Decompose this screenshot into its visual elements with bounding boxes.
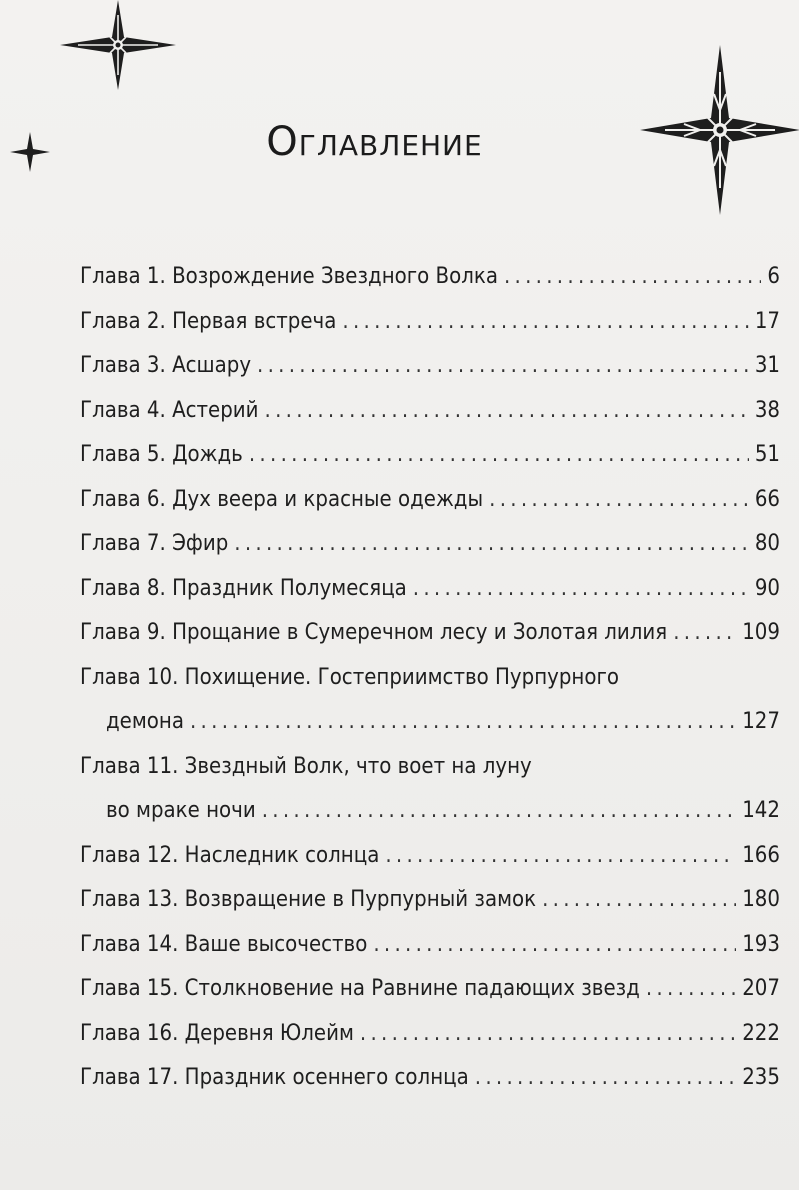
toc-entry[interactable] [80, 255, 780, 300]
toc-entry-label[interactable]: Глава 10. Похищение. Гостеприимство Пурпурного [80, 664, 619, 690]
toc-entry[interactable] [80, 522, 780, 567]
leader-dots [190, 700, 736, 745]
toc-entry[interactable] [80, 1056, 780, 1101]
leader-dots [475, 1056, 736, 1101]
toc-page-number: 17 [754, 308, 780, 334]
toc-page-number: 90 [754, 575, 780, 601]
toc-page-number: 127 [742, 709, 780, 734]
toc-page-number: 109 [742, 620, 780, 645]
toc-entry[interactable] [80, 389, 780, 434]
leader-dots [413, 567, 749, 612]
toc-entry-label: Глава 7. Эфир [80, 531, 229, 556]
toc-entry[interactable] [80, 611, 780, 656]
leader-dots [360, 1012, 736, 1057]
leader-dots [262, 789, 737, 834]
toc-entry[interactable] [80, 300, 780, 345]
toc-entry[interactable] [80, 834, 780, 879]
table-of-contents [80, 255, 780, 1101]
toc-page-number: 166 [742, 842, 780, 868]
toc-entry-label: Глава 6. Дух веера и красные одежды [80, 486, 484, 512]
leader-dots [373, 923, 736, 968]
leader-dots [249, 433, 749, 478]
toc-entry-label: Глава 12. Наследник солнца [80, 842, 380, 868]
toc-page-number: 235 [742, 1065, 780, 1090]
leader-dots [646, 967, 736, 1012]
toc-page-number: 31 [754, 353, 780, 378]
toc-page-number: 207 [742, 976, 780, 1001]
toc-entry[interactable] [80, 433, 780, 478]
toc-entry-label[interactable]: Глава 11. Звездный Волк, что воет на луну [80, 753, 532, 779]
leader-dots [257, 344, 749, 389]
toc-entry[interactable] [80, 1012, 780, 1057]
toc-entry-label: Глава 2. Первая встреча [80, 308, 337, 334]
toc-page-number: 80 [754, 531, 780, 556]
toc-entry-label: Глава 15. Столкновение на Равнине падающих звезд [80, 976, 640, 1001]
ornament-star-icon [58, 0, 178, 90]
toc-page-number: 180 [742, 887, 780, 912]
toc-entry[interactable] [80, 344, 780, 389]
leader-dots [489, 478, 749, 523]
leader-dots [542, 878, 736, 923]
toc-entry-label: Глава 14. Ваше высочество [80, 931, 368, 957]
toc-page-number: 222 [742, 1020, 780, 1046]
leader-dots [342, 300, 748, 345]
leader-dots [234, 522, 749, 567]
toc-page-number: 66 [754, 486, 780, 512]
leader-dots [385, 834, 736, 879]
toc-entry-label: Глава 13. Возвращение в Пурпурный замок [80, 887, 537, 912]
toc-entry-label: Глава 17. Праздник осеннего солнца [80, 1065, 469, 1090]
toc-entry-label: Глава 1. Возрождение Звездного Волка [80, 264, 498, 289]
leader-dots [265, 389, 749, 434]
toc-entry-label: Глава 8. Праздник Полумесяца [80, 575, 407, 601]
toc-entry[interactable] [80, 967, 780, 1012]
page-title: Оглавление [266, 118, 483, 165]
toc-entry-label: Глава 5. Дождь [80, 442, 243, 467]
leader-dots [504, 255, 761, 300]
toc-entry[interactable] [80, 478, 780, 523]
toc-page-number: 142 [742, 798, 780, 823]
toc-entry-label-continued: демона [106, 709, 184, 734]
toc-entry-label: Глава 9. Прощание в Сумеречном лесу и Золотая лилия [80, 620, 668, 645]
toc-entry[interactable] [80, 567, 780, 612]
toc-page-number: 193 [742, 931, 780, 957]
toc-entry[interactable] [80, 878, 780, 923]
toc-entry-label: Глава 4. Астерий [80, 397, 259, 423]
toc-entry[interactable] [80, 700, 780, 745]
toc-entry-label: Глава 3. Асшару [80, 353, 252, 378]
toc-page-number: 6 [767, 264, 780, 289]
toc-page-number: 38 [754, 397, 780, 423]
toc-page-number: 51 [754, 442, 780, 467]
toc-entry[interactable] [80, 923, 780, 968]
toc-entry-label-continued: во мраке ночи [106, 798, 256, 823]
toc-entry[interactable] [80, 789, 780, 834]
leader-dots [673, 611, 736, 656]
toc-entry-label: Глава 16. Деревня Юлейм [80, 1020, 354, 1046]
